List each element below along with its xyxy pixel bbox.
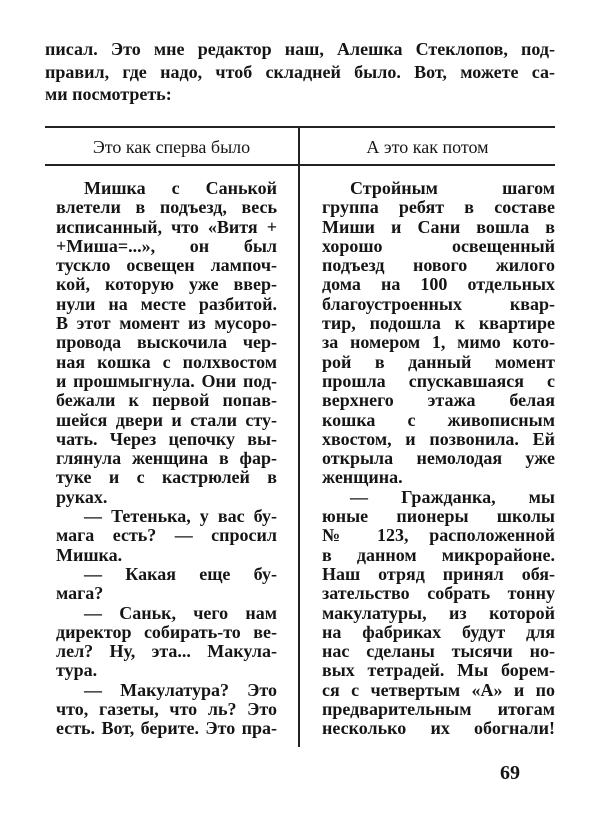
text-line: нули на месте разбитой. xyxy=(56,293,277,314)
text-line: ся с четвертым «А» и по xyxy=(322,679,555,700)
text-line: писал. Это мне редактор наш, Алешка Стеклопов, под- xyxy=(45,39,555,59)
text-line: зательство собрать тонну xyxy=(322,583,555,604)
text-line: юные пионеры школы xyxy=(322,506,555,527)
text-line: влетели в подъезд, весь xyxy=(56,197,277,218)
text-line: тура. xyxy=(56,660,98,681)
text-line: несколько их обогнали! xyxy=(322,718,555,739)
text-line: ная кошка с полхвостом xyxy=(56,351,277,372)
column-divider xyxy=(298,127,300,747)
text-line: макулатуры, из которой xyxy=(322,602,555,623)
text-line: провода выскочила чер- xyxy=(56,332,277,353)
text-line: бежали к первой попав- xyxy=(56,390,277,411)
text-line: +Миша=...», он был xyxy=(56,235,277,256)
column-header-after: А это как потом xyxy=(366,137,489,157)
text-line: В этот момент из мусоро- xyxy=(56,313,277,334)
text-line: подъезд нового жилого xyxy=(322,255,555,276)
text-line: дома на 100 отдельных xyxy=(322,274,555,295)
text-line: — Какая еще бу- xyxy=(84,563,277,584)
text-line: Мишка с Санькой xyxy=(84,178,277,198)
text-line: женщина. xyxy=(322,467,403,488)
text-line: Миши и Сани вошла в xyxy=(322,216,555,237)
text-line: Мишка. xyxy=(56,544,123,565)
text-line: — Тетенька, у вас бу- xyxy=(84,506,277,527)
text-line: — Макулатура? Это xyxy=(84,679,277,700)
text-line: глянула женщина в фар- xyxy=(56,448,277,469)
text-line: Наш отряд принял обя- xyxy=(322,563,555,584)
column-after-text xyxy=(322,179,555,739)
text-line: чать. Через цепочку вы- xyxy=(56,428,277,449)
column-before-text xyxy=(56,179,277,739)
text-line: хвостом, и позвонила. Ей xyxy=(322,428,555,449)
text-line: исписанный, что «Витя + xyxy=(56,216,277,237)
text-line: и прошмыгнула. Они под- xyxy=(56,370,277,391)
text-line: благоустроенных квар- xyxy=(322,293,555,314)
text-line: что, газеты, что ль? Это xyxy=(56,699,277,720)
text-line: лел? Ну, эта... Макула- xyxy=(56,641,277,662)
text-line: туке и с кастрюлей в xyxy=(56,467,277,488)
text-line: ми посмотреть: xyxy=(45,84,172,105)
text-line: руках. xyxy=(56,486,108,507)
text-line: вых тетрадей. Мы борем- xyxy=(322,660,555,681)
text-line: нас сделаны тысячи но- xyxy=(322,641,555,662)
text-line: правил, где надо, чтоб складней было. Вот, можете са- xyxy=(45,61,555,82)
text-line: рой в данный момент xyxy=(322,351,555,372)
page-number: 69 xyxy=(500,762,520,784)
text-line: — Гражданка, мы xyxy=(350,486,555,507)
text-line: — Саньк, чего нам xyxy=(84,602,277,623)
text-line: на фабриках будут для xyxy=(322,621,555,642)
text-line: № 123, расположенной xyxy=(322,525,555,546)
text-line: мага есть? — спросил xyxy=(56,525,277,546)
text-line: открыла немолодая уже xyxy=(322,448,555,469)
text-line: за номером 1, мимо кото- xyxy=(322,332,555,353)
text-line: верхнего этажа белая xyxy=(322,390,555,411)
text-line: кошка с живописным xyxy=(322,409,555,430)
text-line: хорошо освещенный xyxy=(322,235,555,256)
intro-paragraph xyxy=(45,38,555,106)
text-line: тускло освещен лампоч- xyxy=(56,255,277,276)
text-line: в данном микрорайоне. xyxy=(322,544,555,565)
table-header-rule xyxy=(45,164,555,166)
text-line: тир, подошла к квартире xyxy=(322,313,555,334)
text-line: кой, которую уже ввер- xyxy=(56,274,277,295)
text-line: прошла спускавшаяся с xyxy=(322,370,555,391)
column-header-before: Это как сперва было xyxy=(92,137,251,157)
text-line: предварительным итогам xyxy=(322,699,555,720)
text-line: группа ребят в составе xyxy=(322,197,555,218)
text-line: есть. Вот, берите. Это пра- xyxy=(56,718,277,739)
text-line: Стройным шагом xyxy=(350,178,555,198)
text-line: мага? xyxy=(56,583,104,604)
text-line: шейся двери и стали сту- xyxy=(56,409,277,430)
text-line: директор собирать-то ве- xyxy=(56,621,277,642)
